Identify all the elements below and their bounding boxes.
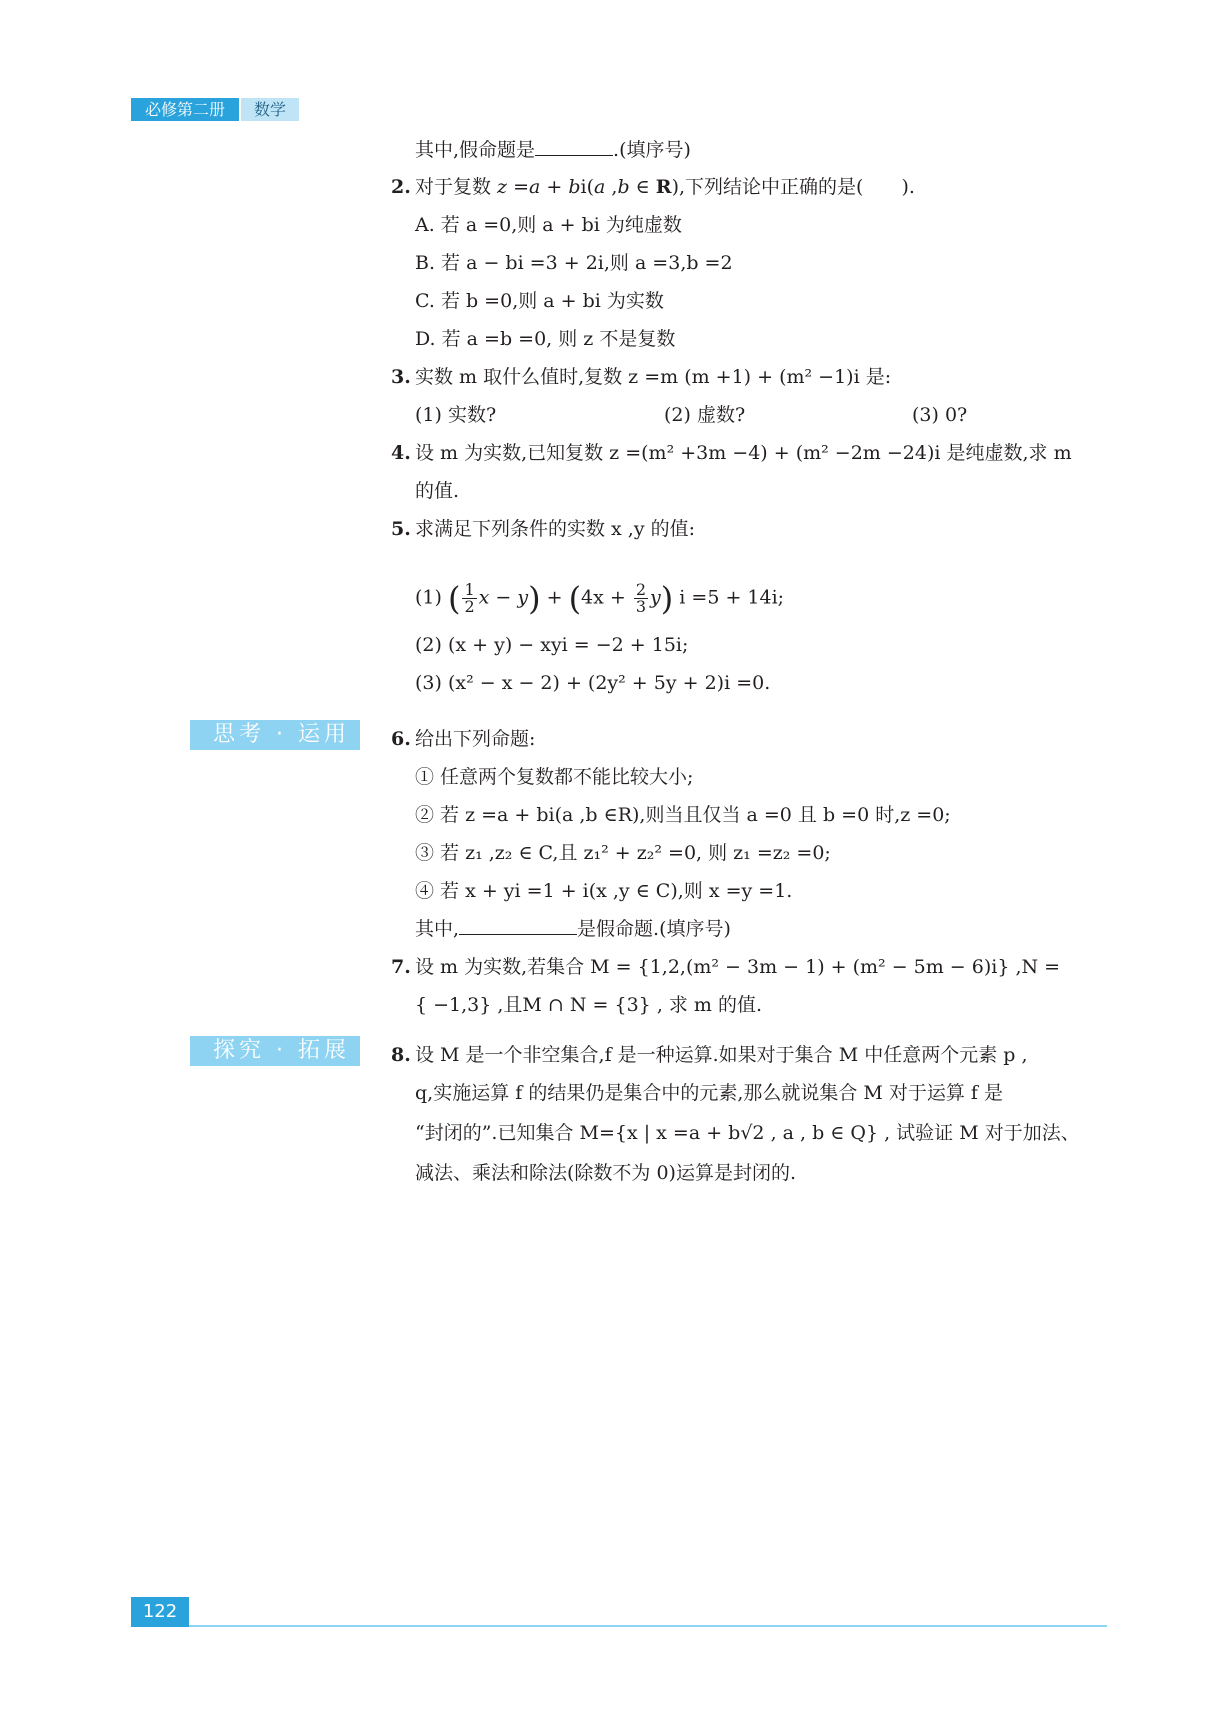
fraction-half: $\frac{1}{2}$ <box>464 580 475 616</box>
fraction-two-thirds: $\frac{2}{3}$ <box>635 580 647 616</box>
subject-title: 数学 <box>241 98 299 121</box>
section-label-explore: 探究 · 拓展 <box>190 1036 360 1066</box>
answer-blank <box>459 916 577 935</box>
page-number: 122 <box>131 1597 189 1627</box>
header-tag <box>131 98 299 121</box>
section-label-think: 思考 · 运用 <box>190 720 360 750</box>
answer-blank <box>535 137 613 156</box>
book-title: 必修第二册 <box>131 98 239 121</box>
footer-rule <box>189 1625 1107 1627</box>
